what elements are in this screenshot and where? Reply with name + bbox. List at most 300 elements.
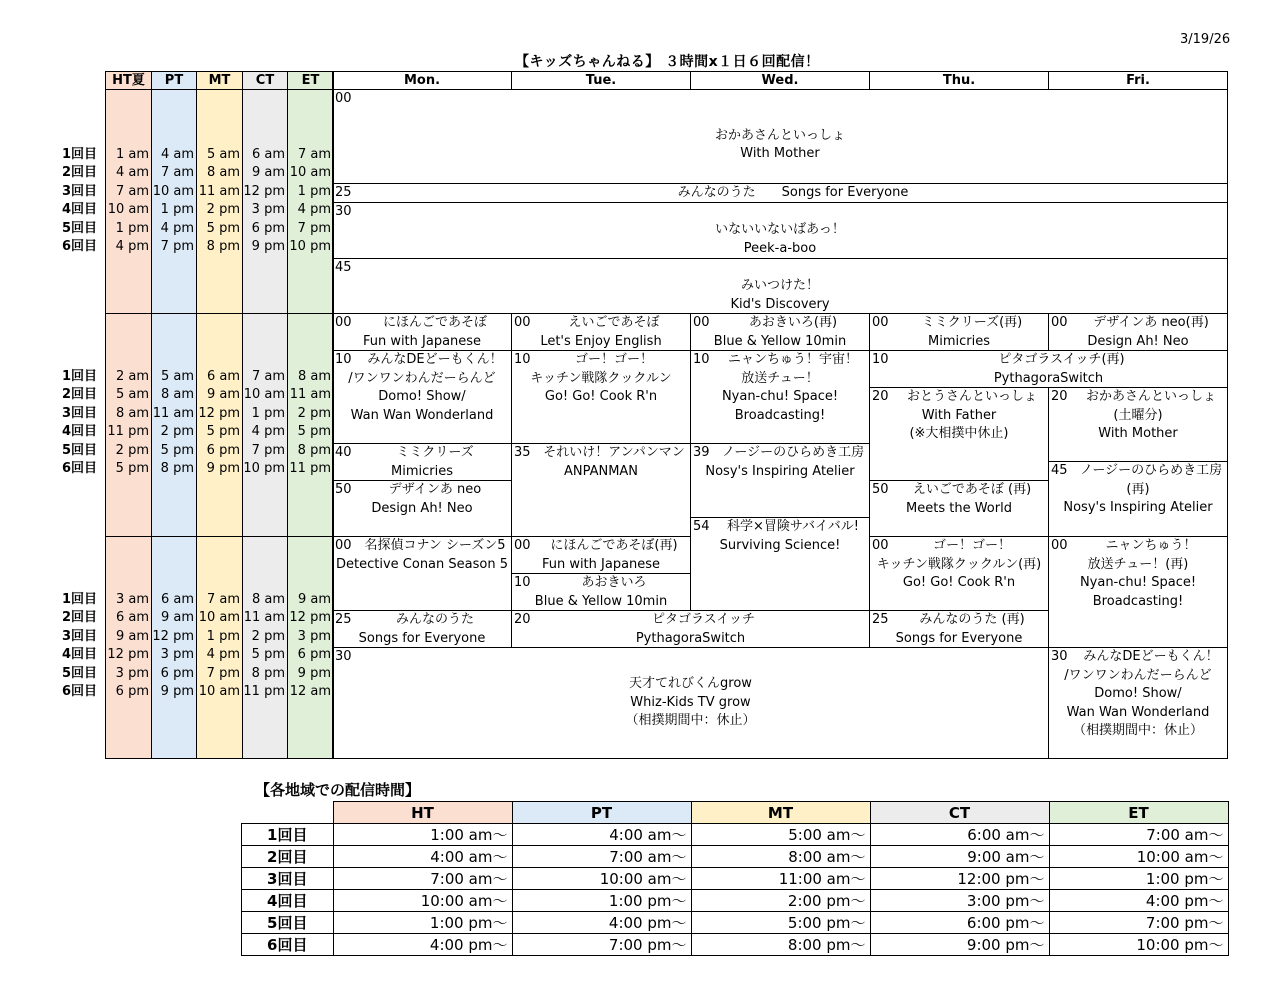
program-title-line: Kid's Discovery [730,296,830,312]
start-time-cell: 9:00 am〜 [870,846,1049,868]
tz-time: 5 am [160,369,194,384]
program-title-line: 天才てれびくんgrow [629,676,752,691]
tz-header-pt: PT [151,71,197,89]
program-title-line: PythagoraSwitch [993,370,1104,386]
program-title [870,351,1227,388]
program-title-line: キッチン戦隊クックルン(再) [876,556,1042,572]
program-title-line: ニャンちゅう！宇宙！ [727,352,858,367]
program-title-line: Surviving Science! [719,537,841,553]
tz-header-mt: MT [196,71,243,89]
program-minute: 10 [514,575,531,590]
program-title [333,259,1227,314]
program-cell [511,443,691,537]
tz-time: 7 pm [206,665,240,681]
program-title [333,351,511,425]
tz-time: 8 pm [297,442,331,458]
program-cell [1048,387,1228,462]
program-title [870,611,1048,648]
program-minute: 00 [872,315,889,330]
tz-time: 5 pm [251,647,285,663]
program-title-line: あおきいろ(再) [748,315,838,330]
tz-time: 7 pm [160,239,194,254]
program-cell [690,313,870,351]
tz-time: 1 pm [160,202,194,218]
program-title-line: Mimicries [928,333,990,349]
round-label: 4回目 [62,202,98,218]
corner-cell [242,802,334,824]
program-title-line: PythagoraSwitch [635,630,746,646]
program-minute: 39 [693,445,710,460]
tz-time: 6 pm [115,684,149,699]
program-title-line: ミミクリーズ(再) [921,315,1023,330]
tz-time: 6 am [115,610,149,626]
program-cell [511,610,870,648]
tz-time: 9 am [115,628,149,644]
program-cell [332,610,512,648]
round-label: 3回目 [242,868,334,890]
program-title-line: えいごであそぼ (再) [912,482,1032,497]
program-title [333,611,511,648]
program-title-line: Nosy's Inspiring Atelier [705,463,855,479]
tz-time: 2 am [115,369,149,384]
tz-time: 5 pm [297,424,331,440]
program-cell [869,313,1049,351]
tz-time: 11 am [198,183,240,199]
program-title-line: With Mother [740,146,820,161]
program-title-line: Wan Wan Wonderland [350,407,494,423]
program-title-line: ニャンちゅう！ [1105,538,1197,553]
round-label: 6回目 [62,461,98,476]
tz-time: 5 pm [160,442,194,458]
day-header-wed: Wed. [690,71,870,89]
tz-time: 10 am [243,387,285,403]
tz-time: 9 am [206,387,240,403]
program-title [1049,388,1227,444]
program-cell [332,183,1228,203]
round-label: 2回目 [62,610,98,626]
program-title-line: （相撲期間中：休止） [625,713,756,728]
program-title-line: Nosy's Inspiring Atelier [1063,500,1213,515]
start-time-cell: 8:00 pm〜 [691,934,870,956]
tz-time: 6 pm [160,665,194,681]
tz-time: 8 pm [206,239,240,254]
program-title-line: With Mother [1098,426,1178,441]
tz-time: 2 pm [297,405,331,421]
program-title [512,537,690,574]
program-minute: 20 [872,389,889,404]
program-cell [332,313,512,351]
tz-time: 6 am [160,592,194,607]
start-time-cell: 10:00 am〜 [333,890,512,912]
tz-header-ct: CT [242,71,288,89]
program-cell [332,443,512,481]
tz-time: 11 pm [243,684,285,699]
round-label: 1回目 [62,369,98,384]
program-title-line: にほんごであそぼ(再) [550,538,678,553]
program-title-line: みんなDEどーもくん！ [1083,649,1219,664]
tz-time: 3 pm [115,665,149,681]
col-header-ct: CT [870,802,1049,824]
program-title [691,444,869,481]
program-minute: 10 [872,352,889,367]
start-time-cell: 8:00 am〜 [691,846,870,868]
program-cell [511,573,691,611]
start-time-cell: 1:00 pm〜 [512,890,691,912]
day-header-thu: Thu. [869,71,1049,89]
program-title-line: Peek-a-boo [743,240,817,256]
tz-time: 12 pm [198,405,240,421]
start-time-cell: 9:00 pm〜 [870,934,1049,956]
start-time-cell: 2:00 pm〜 [691,890,870,912]
start-time-cell: 10:00 am〜 [512,868,691,890]
program-title [691,351,869,425]
tz-time: 4 pm [115,239,149,254]
tz-time: 9 am [297,592,331,607]
program-cell [332,202,1228,259]
program-title-line: (土曜分) [1113,407,1163,423]
start-time-cell: 1:00 am〜 [333,824,512,846]
regional-times-table [241,801,1229,956]
start-time-cell: 6:00 am〜 [870,824,1049,846]
program-minute: 10 [335,352,352,367]
program-cell [690,350,870,444]
program-minute: 25 [335,185,352,200]
round-label: 4回目 [242,890,334,912]
start-time-cell: 3:00 pm〜 [870,890,1049,912]
program-title [512,444,690,481]
start-time-cell: 4:00 am〜 [512,824,691,846]
program-title [691,518,869,555]
tz-time: 6 pm [251,220,285,236]
program-title-line: Broadcasting! [734,407,826,423]
program-minute: 30 [335,204,352,219]
tz-header-ht: HT夏 [105,71,152,89]
round-label: 1回目 [242,824,334,846]
start-time-cell: 4:00 pm〜 [512,912,691,934]
program-title-line [333,108,1227,127]
table-row [242,912,1229,934]
program-title [333,314,511,351]
program-title-line: Songs for Everyone [895,630,1023,646]
tz-time: 2 pm [206,202,240,218]
tz-time: 8 pm [160,461,194,476]
program-title-line: （相撲期間中：休止） [1072,723,1203,738]
program-title-line: /ワンワンわんだーらんど [348,370,496,386]
program-cell [1048,461,1228,537]
tz-time: 9 pm [297,665,331,681]
program-cell [332,480,512,537]
program-cell [869,610,1049,648]
round-label: 1回目 [62,147,98,162]
program-title-line: みんなのうた [395,612,474,627]
tz-time: 9 am [160,610,194,626]
start-time-cell: 10:00 pm〜 [1049,934,1228,956]
tz-time: 8 am [251,592,285,607]
tz-time: 4 pm [206,647,240,663]
round-label: 2回目 [62,165,98,181]
start-time-cell: 12:00 pm〜 [870,868,1049,890]
round-label: 4回目 [62,424,98,440]
program-title-line: Broadcasting! [1092,593,1184,609]
program-title-line: にほんごであそぼ [382,315,487,330]
program-title [870,537,1048,593]
program-title [333,203,1227,258]
program-minute: 30 [335,649,352,664]
program-minute: 00 [335,538,352,553]
program-title [512,611,869,648]
tz-time: 4 am [115,165,149,181]
program-title-line: Blue & Yellow 10min [534,593,668,609]
program-title [1049,314,1227,351]
tz-time: 12 pm [152,628,194,644]
table-row [242,846,1229,868]
program-title-line: おとうさんといっしょ [906,389,1037,404]
program-title-line: 名探偵コナン シーズン5 [364,538,506,553]
tz-time: 6 pm [206,442,240,458]
program-title [333,481,511,518]
tz-time: 8 am [206,165,240,181]
program-title-line: えいごであそぼ [568,315,660,330]
program-cell [511,313,691,351]
program-title-line: おかあさんといっしょ [714,127,845,143]
program-title-line: Nyan-chu! Space! [1079,575,1197,590]
program-cell [1048,313,1228,351]
program-title-line: あおきいろ [581,575,647,590]
program-minute: 00 [1051,538,1068,553]
program-cell [332,536,512,611]
program-cell [332,350,512,444]
tz-header-et: ET [287,71,334,89]
page-title: 【キッズちゃんねる】 ３時間x１日６回配信！ [515,54,820,70]
program-title-line: Mimicries [391,463,453,479]
program-minute: 45 [335,260,352,275]
tz-time: 3 am [115,592,149,607]
tz-time: 7 am [115,183,149,199]
tz-time: 8 am [160,387,194,403]
program-title-line: デザインあ neo(再) [1093,315,1209,330]
program-title-line: Let's Enjoy English [540,333,662,349]
program-minute: 10 [514,352,531,367]
program-minute: 00 [693,315,710,330]
program-minute: 20 [1051,389,1068,404]
tz-time: 7 am [297,147,331,162]
program-minute: 50 [872,482,889,497]
program-minute: 25 [335,612,352,627]
program-minute: 30 [1051,649,1068,664]
program-title-line: Go! Go! Cook R'n [544,389,658,404]
program-title-line: 科学×冒険サバイバル! [726,519,860,534]
round-label: 5回目 [62,665,98,681]
program-title-line: おかあさんといっしょ [1085,389,1216,404]
tz-time: 1 pm [115,220,149,236]
program-cell [332,258,1228,314]
round-label: 5回目 [62,442,98,458]
round-label: 3回目 [62,628,98,644]
program-cell [869,350,1228,388]
col-header-pt: PT [512,802,691,824]
tz-time: 7 pm [297,220,331,236]
tz-time: 12 pm [107,647,149,663]
program-minute: 35 [514,445,531,460]
tz-time: 10 am [198,684,240,699]
program-title-line: ANPANMAN [563,463,639,479]
start-time-cell: 4:00 pm〜 [333,934,512,956]
tz-time: 9 pm [251,239,285,254]
tz-time: 3 pm [251,202,285,218]
program-title-line: Whiz-Kids TV grow [630,694,751,710]
tz-time: 12 pm [243,183,285,199]
program-title-line: みいつけた！ [740,278,819,293]
program-title-line: Nyan-chu! Space! [721,389,839,404]
program-title-line: /ワンワンわんだーらんど [1064,667,1212,683]
program-title-line: ミミクリーズ [396,445,474,460]
tz-time: 5 pm [206,220,240,236]
program-title-line: それいけ！アンパンマン [543,445,685,460]
program-title-line: ノージーのひらめき工房 [1079,463,1223,478]
tz-time: 1 am [115,147,149,162]
start-time-cell: 7:00 am〜 [1049,824,1228,846]
tz-time: 8 am [297,369,331,384]
round-label: 6回目 [62,239,98,254]
program-title-line: Fun with Japanese [541,556,661,572]
tz-time: 8 pm [251,665,285,681]
tz-time: 9 am [251,165,285,181]
program-title [691,314,869,351]
program-title-line: Domo! Show/ [1094,686,1182,701]
program-minute: 50 [335,482,352,497]
program-title [333,537,511,574]
program-minute: 40 [335,445,352,460]
round-label: 2回目 [62,387,98,403]
tz-time: 9 pm [206,461,240,476]
tz-time: 2 pm [115,442,149,458]
program-title-line: みんなのうた (再) [919,612,1025,627]
program-minute: 00 [335,315,352,330]
program-title-line: 放送チュー！(再) [1087,556,1189,572]
tz-time: 1 pm [297,183,331,199]
tz-time: 11 am [243,610,285,626]
program-cell [869,387,1049,481]
tz-time: 7 am [251,369,285,384]
tz-time: 6 am [206,369,240,384]
start-time-cell: 4:00 pm〜 [1049,890,1228,912]
col-header-mt: MT [691,802,870,824]
start-time-cell: 7:00 pm〜 [1049,912,1228,934]
tz-time: 1 pm [251,405,285,421]
tz-time: 5 pm [115,461,149,476]
program-minute: 00 [514,538,531,553]
tz-time: 7 am [160,165,194,181]
program-minute: 54 [693,519,710,534]
program-minute: 25 [872,612,889,627]
program-cell [869,536,1049,611]
program-title-line: Domo! Show/ [378,389,466,404]
tz-time: 10 am [289,165,331,181]
program-minute: 10 [693,352,710,367]
program-title [870,481,1048,518]
round-label: 4回目 [62,647,98,663]
col-header-et: ET [1049,802,1228,824]
round-label: 3回目 [62,183,98,199]
program-title [870,314,1048,351]
program-title [333,90,1227,164]
tz-time: 4 pm [297,202,331,218]
tz-time: 3 pm [297,628,331,644]
program-title-line: いないいないばあっ！ [715,222,845,237]
table-row [242,934,1229,956]
tz-time: 12 pm [289,610,331,626]
day-header-mon: Mon. [332,71,512,89]
program-title-line: Fun with Japanese [362,333,482,349]
tz-time: 12 am [289,684,331,699]
program-title [333,184,1227,203]
program-title-line: Songs for Everyone [358,630,486,646]
program-cell [690,517,870,611]
program-title-line: Go! Go! Cook R'n [902,575,1016,590]
program-title-line: ピタゴラスイッチ [651,612,756,627]
program-minute: 00 [872,538,889,553]
round-label: 1回目 [62,592,98,607]
program-cell [511,536,691,574]
tz-time: 3 pm [160,647,194,663]
tz-time: 5 am [115,387,149,403]
tz-time: 11 pm [107,424,149,440]
tz-time: 7 pm [251,442,285,458]
start-time-cell: 11:00 am〜 [691,868,870,890]
program-cell [869,480,1049,537]
program-minute: 00 [1051,315,1068,330]
tz-time: 6 pm [297,647,331,663]
start-time-cell: 7:00 am〜 [512,846,691,868]
tz-time: 11 am [289,387,331,403]
program-title [1049,648,1227,741]
tz-time: 10 am [198,610,240,626]
tz-time: 6 am [251,147,285,162]
start-time-cell: 1:00 pm〜 [333,912,512,934]
start-time-cell: 5:00 am〜 [691,824,870,846]
table-row [242,824,1229,846]
tz-time: 11 pm [289,461,331,476]
program-title-line: Wan Wan Wonderland [1066,704,1210,720]
table-row [242,890,1229,912]
tz-time: 10 am [152,183,194,199]
program-minute: 00 [335,91,352,106]
tz-time: 10 am [107,202,149,218]
program-title-line: キッチン戦隊クックルン [530,370,672,386]
program-title-line: With Father [921,407,997,423]
program-title-line: ピタゴラスイッチ(再) [998,352,1125,367]
start-time-cell: 1:00 pm〜 [1049,868,1228,890]
tz-time: 4 pm [160,220,194,236]
schedule-date: 3/19/26 [1180,32,1231,47]
tz-time: 2 pm [160,424,194,440]
tz-time: 7 am [206,592,240,607]
program-title-line: みんなDEどーもくん！ [367,352,503,367]
program-title-line: (※大相撲中休止) [909,426,1009,441]
program-title-line: Detective Conan Season 5 [336,556,508,572]
round-label: 6回目 [242,934,334,956]
round-label: 2回目 [242,846,334,868]
start-time-cell: 7:00 pm〜 [512,934,691,956]
program-title [333,444,511,481]
regional-times-title: 【各地域での配信時間】 [255,781,421,799]
col-header-ht: HT [333,802,512,824]
start-time-cell: 6:00 pm〜 [870,912,1049,934]
round-label: 5回目 [62,220,98,236]
program-title [870,388,1048,444]
day-header-tue: Tue. [511,71,691,89]
round-label: 6回目 [62,684,98,699]
